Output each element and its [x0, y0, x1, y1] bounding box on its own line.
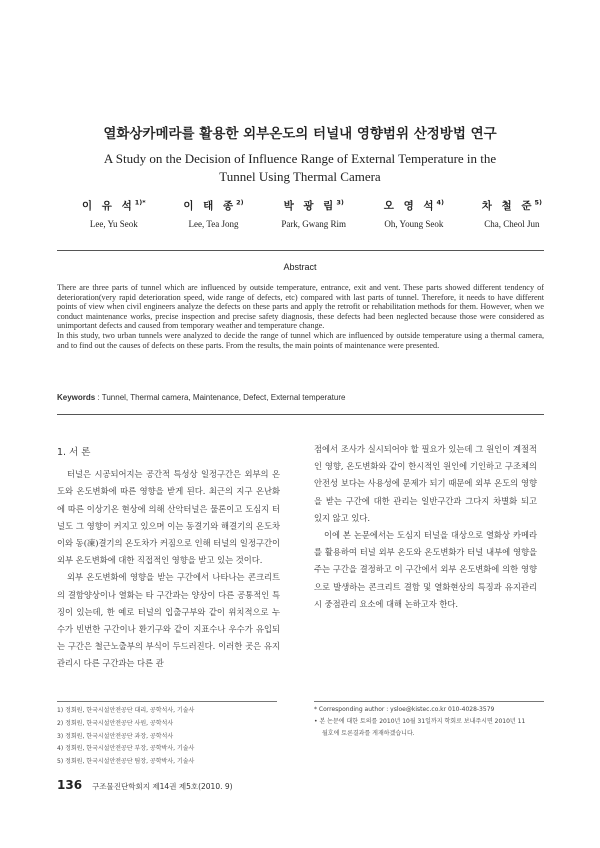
abstract-heading: Abstract [283, 262, 317, 272]
abstract-top-rule [57, 250, 544, 251]
affiliation-footnote: 4) 정회원, 한국시설안전공단 부장, 공학박사, 기술사 [57, 745, 195, 753]
body-paragraph: 터널은 시공되어지는 공간적 특성상 일정구간은 외부의 온도와 온도변화에 따른 영향을 받게 된다. 최근의 지구 온난화에 따른 이상기온 현상에 의해 산악터널은 물론이고 도심지 터널도 그 영향이 커지고 있으며 이는 동결기와 해결기의 온도차이와 동(凍)결기의 온도차가 커짐으로 인해 터널의 일정구간이 외부 온도변화에 대한 직접적인 영향을 받고 있는 것이다. [57, 469, 280, 566]
keywords-text: : Tunnel, Thermal camera, Maintenance, Defect, External temperature [95, 393, 346, 402]
author-1-name-ko: 이 유 석 [82, 200, 135, 212]
author-2-affil-mark: 2) [236, 198, 244, 207]
author-5-name-ko: 차 철 준 [481, 200, 535, 212]
author-1-name-en: Lee, Yu Seok [89, 219, 138, 229]
author-5-affil-mark: 5) [534, 198, 542, 207]
author-3-name-en: Park, Gwang Rim [281, 219, 347, 229]
author-5-name-en: Cha, Cheol Jun [484, 219, 540, 229]
author-2-name-en: Lee, Tea Jong [188, 219, 239, 229]
paper-title-english: A Study on the Decision of Influence Range of External Temperature in the Tunnel Using Thermal Camera [103, 151, 497, 184]
submission-note-line-1: • 본 논문에 대한 토의를 2010년 10월 31일까지 학회로 보내주시면 2010년 11 [314, 717, 526, 725]
affiliation-footnote: 2) 정회원, 한국시설안전공단 사원, 공학석사 [57, 719, 174, 727]
keywords-line [57, 393, 544, 402]
author-4-affil-mark: 4) [436, 198, 445, 207]
affiliation-footnote: 1) 정회원, 한국시설안전공단 대리, 공학석사, 기술사 [57, 707, 195, 714]
footnote-divider-right [314, 701, 544, 702]
author-2-name-ko: 이 태 종 [183, 200, 237, 212]
author-3-affil-mark: 3) [336, 198, 344, 207]
corresponding-author-note: * Corresponding author : ysloe@kistec.co.kr 010-4028-3579 [314, 706, 495, 713]
author-1 [82, 198, 146, 229]
author-4 [384, 198, 444, 229]
affiliation-footnotes [57, 705, 279, 769]
author-3 [281, 198, 346, 229]
footnote-divider-left [57, 701, 277, 702]
author-1-affil-mark: 1)* [134, 198, 146, 207]
body-column-right [314, 441, 537, 613]
abstract-bottom-rule [57, 414, 544, 415]
paper-title-korean: 열화상카메라를 활용한 외부온도의 터널내 영향범위 산정방법 연구 [103, 126, 497, 142]
body-paragraph: 점에서 조사가 실시되어야 할 필요가 있는데 그 원인이 계절적인 영향, 온도변화와 같이 한시적인 원인에 기인하고 구조체의 안전성 보다는 사용성에 문제가 되기 때문에 외부 온도의 영향을 받는 구간에 대한 관리는 일반구간과 그다지 차별화 되고 있지 않고 있다. [314, 444, 537, 523]
author-4-name-en: Oh, Young Seok [384, 219, 444, 229]
page-number: 136 [57, 778, 83, 792]
corresponding-footnotes [314, 704, 544, 739]
abstract-body [57, 283, 544, 350]
author-4-name-ko: 오 영 석 [383, 200, 437, 212]
author-3-name-ko: 박 광 림 [283, 200, 337, 212]
keywords-label: Keywords [57, 393, 96, 402]
abstract-paragraph-1: There are three parts of tunnel which are influenced by outside temperature, entrance, exit and vent. These parts showed different tendency of deterioration(very rapid deterioration speed, wide range of defects, etc) compared with last parts of tunnel. Therefore, it needs to have different points of view when civil engineers analyze the defects on these parts and apply the retrofit or rehabilitation methods for them. However, when we conduct maintenance works, precise inspection and precise safety diagnosis, these defects had been neglected because those were considered as unimportant defects and caused from temporary weather and temperature change. [57, 283, 544, 331]
author-2 [183, 198, 243, 229]
body-column-left [57, 444, 280, 673]
journal-info: 구조물진단학회지 제14권 제5호(2010. 9) [92, 782, 233, 791]
body-paragraph: 외부 온도변화에 영향을 받는 구간에서 나타나는 콘크리트의 결함양상이나 열화는 타 구간과는 양상이 다른 공통적인 특징이 있는데, 한 예로 터널의 입출구부와 같이 위치적으로 누수가 빈번한 구간이나 환기구와 같이 지표수나 우수가 유입되는 구간은 철근노출부의 부식이 두드러진다. 이러한 곳은 유지관리시 다른 구간과는 다른 관 [57, 572, 280, 669]
section-heading-introduction: 1. 서 론 [57, 447, 91, 458]
author-list [82, 198, 542, 229]
author-5 [482, 198, 542, 229]
page-footer [57, 778, 544, 792]
abstract-paragraph-2: In this study, two urban tunnels were analyzed to decide the range of tunnel which are influenced by outside temperature using a thermal camera, and to find out the causes of defects on these parts. From the results, the main points of maintenance were presented. [57, 330, 544, 350]
affiliation-footnote: 5) 정회원, 한국시설안전공단 팀장, 공학박사, 기술사 [57, 758, 195, 766]
submission-note-line-2: 월호에 토론결과를 게재하겠습니다. [322, 729, 415, 737]
affiliation-footnote: 3) 정회원, 한국시설안전공단 과장, 공학석사 [57, 732, 174, 740]
body-paragraph: 이에 본 논문에서는 도심지 터널을 대상으로 열화상 카메라를 활용하여 터널 외부 온도와 온도변화가 터널 내부에 영향을 주는 구간을 결정하고 이 구간에서 외부 온도변화에 의한 영향으로 발생하는 콘크리트 결함 및 열화현상의 특징과 유지관리시 중점관리 요소에 대해 논하고자 한다. [314, 530, 537, 609]
